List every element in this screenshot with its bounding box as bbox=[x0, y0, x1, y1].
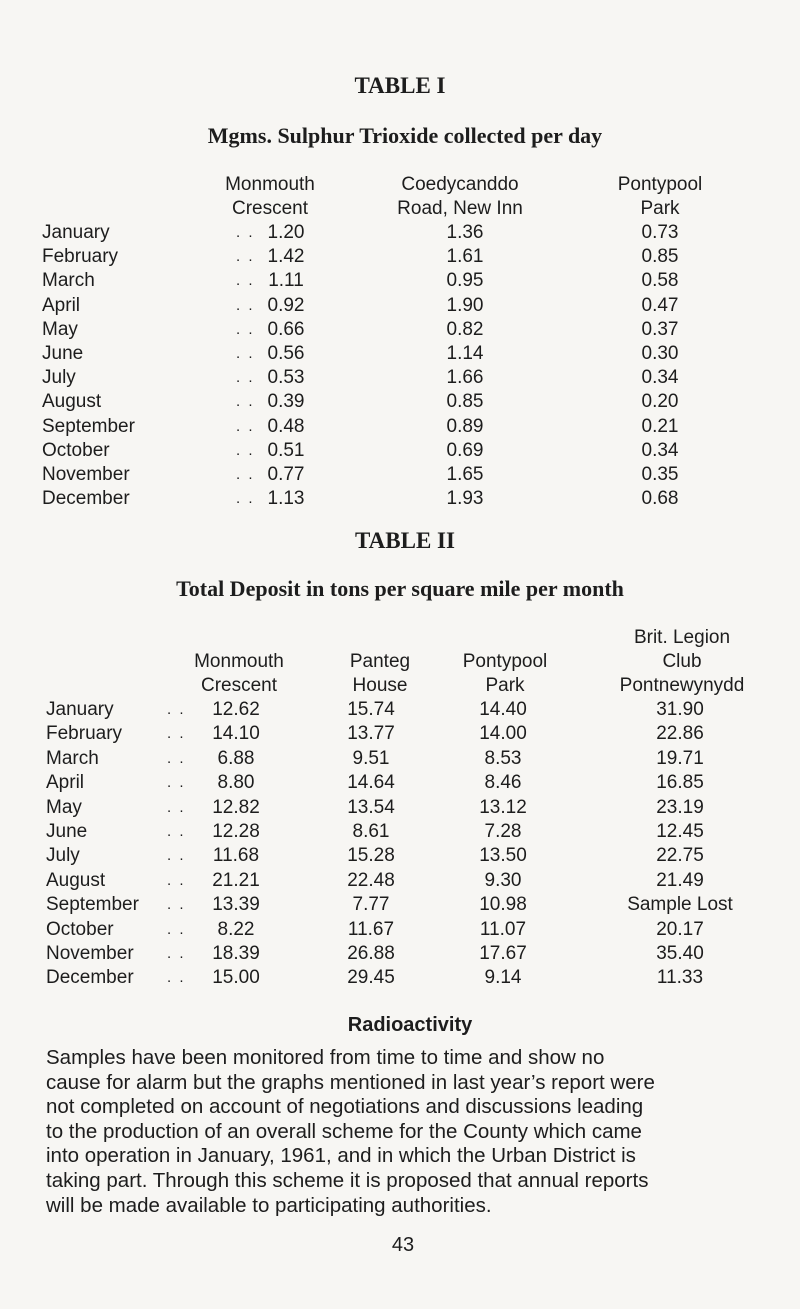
leader-dots: . . bbox=[167, 969, 186, 987]
table-cell: 7.77 bbox=[352, 894, 390, 916]
table-cell: 0.69 bbox=[446, 439, 484, 461]
table2-col-header: Brit. Legion Club Pontnewynydd bbox=[619, 627, 745, 696]
table1-col-header: Coedycanddo Road, New Inn bbox=[397, 174, 523, 219]
leader-dots: . . bbox=[236, 490, 255, 508]
table-cell: 0.56 bbox=[267, 343, 305, 364]
table-cell: 21.49 bbox=[656, 869, 704, 891]
table-cell: 0.34 bbox=[641, 439, 679, 461]
leader-dots: . . bbox=[167, 945, 186, 962]
table-cell: 0.85 bbox=[446, 391, 484, 413]
row-month-label: October bbox=[46, 918, 114, 940]
table-cell: 26.88 bbox=[347, 943, 395, 964]
table-cell: 1.93 bbox=[446, 488, 484, 510]
leader-dots: . . bbox=[167, 701, 186, 718]
table-cell: 13.39 bbox=[212, 894, 260, 916]
table-cell: 10.98 bbox=[479, 894, 527, 916]
leader-dots: . . bbox=[167, 871, 186, 889]
paragraph-line: cause for alarm but the graphs mentioned in last year’s report were bbox=[46, 1070, 655, 1094]
table-cell: 0.66 bbox=[267, 318, 305, 340]
table-cell: 9.51 bbox=[352, 747, 390, 769]
table-cell: 0.92 bbox=[267, 294, 305, 316]
table-cell: 0.51 bbox=[267, 439, 305, 461]
leader-dots: . . bbox=[167, 774, 186, 792]
table-cell: 1.36 bbox=[446, 222, 484, 243]
table-cell: 22.86 bbox=[656, 723, 704, 745]
paragraph-line: Samples have been monitored from time to time and show no bbox=[46, 1046, 605, 1069]
row-month-label: November bbox=[42, 464, 130, 485]
leader-dots: . . bbox=[167, 896, 186, 914]
table-cell: 1.11 bbox=[268, 270, 304, 292]
leader-dots: . . bbox=[236, 320, 255, 338]
table-cell: 0.89 bbox=[446, 415, 484, 437]
paragraph-line: into operation in January, 1961, and in which the Urban District is bbox=[46, 1144, 636, 1168]
row-month-label: December bbox=[42, 488, 130, 510]
table-cell: 13.12 bbox=[479, 796, 527, 818]
radioactivity-paragraph bbox=[46, 1046, 746, 1218]
table-cell: 8.80 bbox=[217, 772, 255, 794]
table-cell: 23.19 bbox=[656, 796, 704, 818]
leader-dots: . . bbox=[236, 224, 255, 241]
table-cell: 9.14 bbox=[484, 967, 522, 989]
leader-dots: . . bbox=[236, 272, 255, 290]
row-month-label: May bbox=[42, 318, 78, 340]
table-cell: 1.42 bbox=[267, 246, 305, 268]
table-cell: 15.00 bbox=[212, 967, 260, 989]
page-number: 43 bbox=[391, 1234, 415, 1256]
table-cell: 1.90 bbox=[446, 294, 484, 316]
table2-title: TABLE II bbox=[355, 528, 455, 553]
leader-dots: . . bbox=[236, 417, 255, 435]
table-cell: 8.22 bbox=[217, 918, 255, 940]
table-cell: 9.30 bbox=[484, 869, 522, 891]
table-cell: 14.10 bbox=[212, 723, 260, 745]
table-cell: 1.14 bbox=[446, 343, 484, 364]
table-cell: 0.53 bbox=[267, 367, 305, 389]
leader-dots: . . bbox=[236, 345, 255, 362]
table-cell: 14.64 bbox=[347, 772, 395, 794]
table-cell: 13.77 bbox=[347, 723, 395, 745]
table-cell: 14.40 bbox=[479, 699, 527, 720]
table-cell: 11.68 bbox=[212, 845, 260, 867]
table-cell: 20.17 bbox=[656, 918, 704, 940]
row-month-label: April bbox=[46, 772, 85, 794]
row-month-label: August bbox=[46, 869, 106, 891]
table1-col-header: Monmouth Crescent bbox=[225, 174, 315, 219]
row-month-label: May bbox=[46, 796, 82, 818]
row-month-label: April bbox=[42, 294, 81, 316]
leader-dots: . . bbox=[236, 393, 255, 411]
paragraph-line: will be made available to participating authorities. bbox=[46, 1193, 492, 1217]
table-cell: 1.20 bbox=[267, 222, 305, 243]
table-cell: 0.30 bbox=[641, 343, 679, 364]
leader-dots: . . bbox=[236, 466, 255, 483]
table-cell: 1.66 bbox=[446, 367, 484, 389]
leader-dots: . . bbox=[167, 920, 186, 938]
table2-col-header: Monmouth Crescent bbox=[194, 651, 284, 696]
table-cell: 8.53 bbox=[484, 747, 522, 769]
table1-subtitle: Mgms. Sulphur Trioxide collected per day bbox=[207, 123, 603, 148]
table-cell: 8.46 bbox=[484, 772, 522, 794]
leader-dots: . . bbox=[236, 296, 255, 314]
table-cell: 15.28 bbox=[347, 845, 395, 867]
table1-col-header: Pontypool Park bbox=[617, 174, 703, 219]
table-cell: 35.40 bbox=[656, 943, 704, 964]
leader-dots: . . bbox=[236, 369, 255, 387]
paragraph-line: taking part. Through this scheme it is proposed that annual reports bbox=[46, 1168, 649, 1192]
row-month-label: June bbox=[46, 821, 88, 842]
table-cell: 13.50 bbox=[479, 845, 527, 867]
table-cell: 12.62 bbox=[212, 699, 260, 720]
row-month-label: February bbox=[42, 246, 119, 268]
table-cell: 12.28 bbox=[212, 821, 260, 842]
table-cell: 0.47 bbox=[641, 294, 679, 316]
row-month-label: July bbox=[42, 367, 76, 389]
table2-col-header: Pontypool Park bbox=[462, 651, 548, 696]
table-cell: 22.48 bbox=[347, 869, 395, 891]
leader-dots: . . bbox=[167, 798, 186, 816]
table-cell: 0.95 bbox=[446, 270, 484, 292]
table2-col-header: Panteg House bbox=[349, 651, 411, 696]
table-cell: 12.45 bbox=[656, 821, 704, 842]
table-cell: 18.39 bbox=[212, 943, 260, 964]
table-cell: 0.85 bbox=[641, 246, 679, 268]
row-month-label: September bbox=[46, 894, 139, 916]
leader-dots: . . bbox=[167, 749, 186, 767]
row-month-label: November bbox=[46, 943, 134, 964]
radioactivity-heading: Radioactivity bbox=[347, 1014, 473, 1036]
table-cell: 21.21 bbox=[212, 869, 260, 891]
table-cell: 11.07 bbox=[479, 918, 527, 940]
table-cell: 14.00 bbox=[479, 723, 527, 745]
row-month-label: February bbox=[46, 723, 123, 745]
table-cell: 13.54 bbox=[347, 796, 395, 818]
leader-dots: . . bbox=[236, 441, 255, 459]
table-cell: 6.88 bbox=[217, 747, 255, 769]
table-cell: 0.37 bbox=[641, 318, 679, 340]
table-cell: 1.65 bbox=[446, 464, 484, 485]
table-cell: 7.28 bbox=[484, 821, 522, 842]
leader-dots: . . bbox=[167, 725, 186, 743]
table-cell: 0.48 bbox=[267, 415, 305, 437]
row-month-label: July bbox=[46, 845, 80, 867]
table-cell: 0.35 bbox=[641, 464, 679, 485]
table-cell: 1.61 bbox=[446, 246, 484, 268]
leader-dots: . . bbox=[167, 847, 186, 865]
table-cell: 17.67 bbox=[479, 943, 527, 964]
table-cell: 0.34 bbox=[641, 367, 679, 389]
table-cell: 8.61 bbox=[352, 821, 390, 842]
table-cell: 0.39 bbox=[267, 391, 305, 413]
table-cell: 0.58 bbox=[641, 270, 679, 292]
paragraph-line: to the production of an overall scheme for the County which came bbox=[46, 1119, 642, 1143]
table-cell: 31.90 bbox=[656, 699, 704, 720]
table-cell: 1.13 bbox=[267, 488, 305, 510]
row-month-label: September bbox=[42, 415, 135, 437]
table-cell: 0.20 bbox=[641, 391, 679, 413]
table-cell: 15.74 bbox=[347, 699, 395, 720]
table-cell: 12.82 bbox=[212, 796, 260, 818]
table-cell: 0.68 bbox=[641, 488, 679, 510]
table-cell: 0.82 bbox=[446, 318, 484, 340]
row-month-label: October bbox=[42, 439, 110, 461]
table-cell: 11.33 bbox=[656, 967, 704, 989]
table-cell: 11.67 bbox=[347, 918, 395, 940]
leader-dots: . . bbox=[236, 248, 255, 266]
row-month-label: January bbox=[42, 222, 110, 243]
row-month-label: January bbox=[46, 699, 114, 720]
table-cell: 22.75 bbox=[656, 845, 704, 867]
row-month-label: June bbox=[42, 343, 84, 364]
leader-dots: . . bbox=[167, 823, 186, 840]
table-cell: Sample Lost bbox=[627, 894, 733, 916]
table2-subtitle: Total Deposit in tons per square mile per month bbox=[176, 576, 624, 601]
row-month-label: August bbox=[42, 391, 102, 413]
paragraph-line: not completed on account of negotiations and discussions leading bbox=[46, 1095, 644, 1119]
table-cell: 29.45 bbox=[347, 967, 395, 989]
table-cell: 0.73 bbox=[641, 222, 679, 243]
table-cell: 16.85 bbox=[656, 772, 704, 794]
table1-title: TABLE I bbox=[354, 73, 446, 98]
row-month-label: December bbox=[46, 967, 134, 989]
row-month-label: March bbox=[46, 747, 99, 769]
table-cell: 19.71 bbox=[656, 747, 704, 769]
table-cell: 0.21 bbox=[641, 415, 679, 437]
table-cell: 0.77 bbox=[267, 464, 305, 485]
row-month-label: March bbox=[42, 270, 95, 292]
